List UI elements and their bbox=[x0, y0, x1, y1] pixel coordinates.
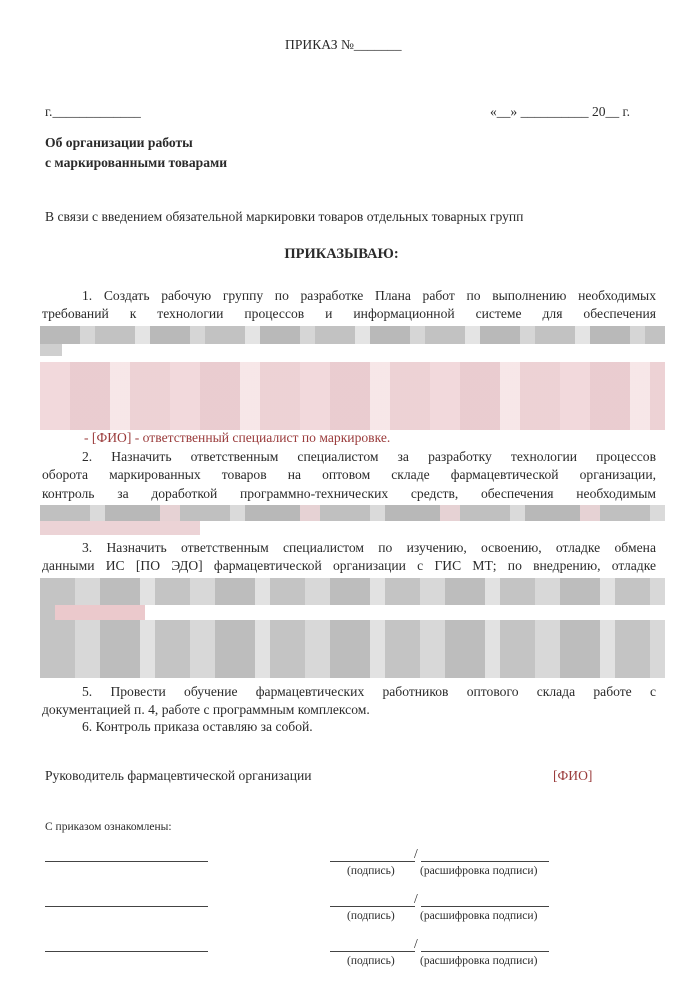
p5-line-1: 5. Провести обучение фармацевтических работников оптового склада работе с bbox=[82, 684, 656, 699]
city-field: г._____________ bbox=[45, 104, 141, 119]
slash: / bbox=[414, 846, 418, 861]
acknowledged-label: С приказом ознакомлены: bbox=[45, 821, 172, 833]
name-line bbox=[45, 951, 208, 952]
redacted-block-2 bbox=[40, 362, 665, 430]
order-word: ПРИКАЗЫВАЮ: bbox=[284, 246, 399, 262]
sign-label: (подпись) bbox=[347, 865, 395, 877]
p1-line-1: 1. Создать рабочую группу по разработке Плана работ по выполнению необходимых bbox=[82, 288, 656, 303]
redacted-block-4b bbox=[145, 605, 665, 620]
p3-line-1: 3. Назначить ответственным специалистом по изучению, освоению, отладке обмена bbox=[82, 540, 656, 555]
sign-label: (подпись) bbox=[347, 955, 395, 967]
sign-line bbox=[330, 861, 415, 862]
decode-label: (расшифровка подписи) bbox=[420, 865, 538, 877]
p2-line-3: контроль за доработкой программно-технических средств, обеспечения необходимым bbox=[42, 486, 656, 501]
preamble: В связи с введением обязательной маркировки товаров отдельных товарных групп bbox=[45, 209, 524, 224]
signature-name: [ФИО] bbox=[553, 768, 593, 783]
p2-line-1: 2. Назначить ответственным специалистом за разработку технологии процессов bbox=[82, 449, 656, 464]
p3-line-2: данными ИС [ПО ЭДО] фармацевтической организации с ГИС МТ; по внедрению, отладке bbox=[42, 558, 656, 573]
subject-line-2: с маркированными товарами bbox=[45, 155, 228, 170]
date-field: «__» __________ 20__ г. bbox=[490, 104, 630, 119]
responsible-specialist-line: - [ФИО] - ответственный специалист по маркировке. bbox=[84, 430, 391, 445]
subject-line-1: Об организации работы bbox=[45, 135, 193, 150]
p2-line-2: оборота маркированных товаров на оптовом складе фармацевтической организации, bbox=[42, 467, 656, 482]
slash: / bbox=[414, 891, 418, 906]
sign-line bbox=[330, 951, 415, 952]
redacted-block-1 bbox=[40, 326, 665, 344]
sign-line bbox=[330, 906, 415, 907]
slash: / bbox=[414, 936, 418, 951]
redacted-block-4 bbox=[40, 578, 665, 678]
decode-line bbox=[421, 951, 549, 952]
decode-line bbox=[421, 906, 549, 907]
order-title: ПРИКАЗ №_______ bbox=[285, 37, 402, 52]
p5-line-2: документацией п. 4, работе с программным комплексом. bbox=[42, 702, 370, 717]
decode-label: (расшифровка подписи) bbox=[420, 910, 538, 922]
decode-label: (расшифровка подписи) bbox=[420, 955, 538, 967]
sign-label: (подпись) bbox=[347, 910, 395, 922]
p6-line: 6. Контроль приказа оставляю за собой. bbox=[82, 719, 313, 734]
p1-line-2: требований к технологии процессов и информационной системе для обеспечения bbox=[42, 306, 656, 321]
redacted-block-4c bbox=[55, 605, 145, 620]
signature-role: Руководитель фармацевтической организации bbox=[45, 768, 312, 783]
decode-line bbox=[421, 861, 549, 862]
name-line bbox=[45, 906, 208, 907]
redacted-block-1b bbox=[40, 344, 62, 356]
redacted-block-3b bbox=[40, 521, 200, 535]
redacted-block-3 bbox=[40, 505, 665, 521]
name-line bbox=[45, 861, 208, 862]
